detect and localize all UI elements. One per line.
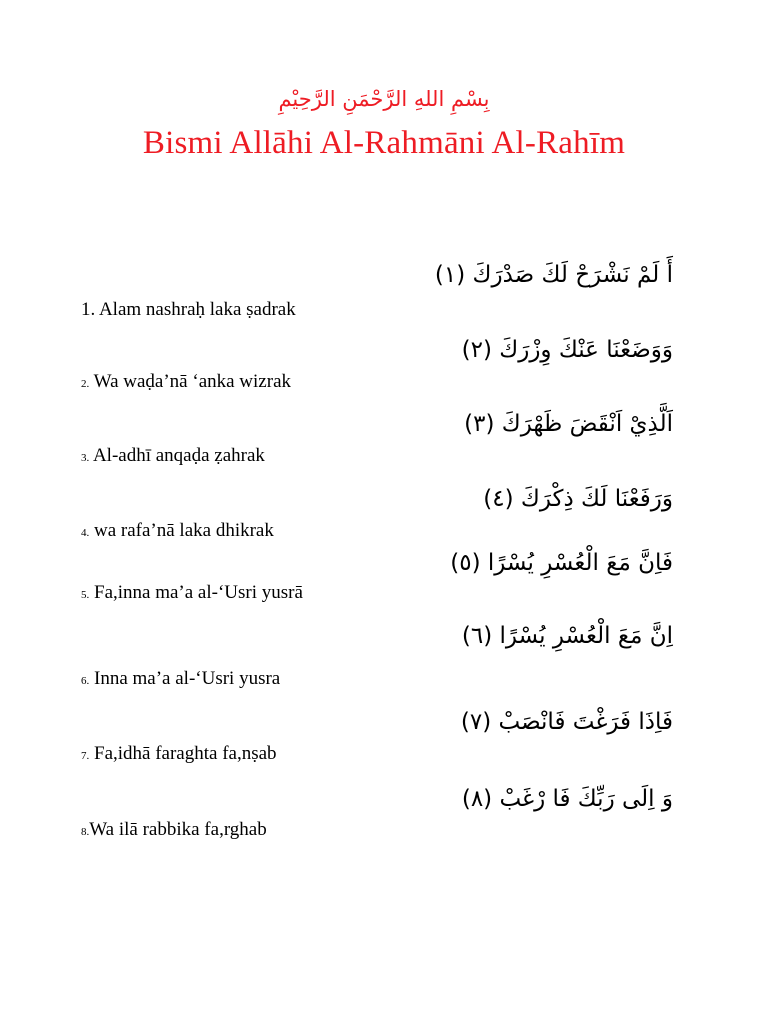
arabic-verse-8: وَ اِلَى رَبِّكَ فَا رْغَبْ (٨) [461, 786, 673, 812]
verse-number: 6. [81, 675, 90, 687]
transliteration-line-2 [81, 369, 291, 397]
arabic-verse-1: أَ لَمْ نَشْرَحْ لَكَ صَدْرَكَ (١) [434, 262, 673, 288]
transliteration-line-1 [81, 297, 296, 323]
arabic-verse-4: وَرَفَعْنَا لَكَ ذِكْرَكَ (٤) [483, 486, 673, 512]
bismillah-arabic: بِسْمِ اللهِ الرَّحْمَنِ الرَّحِيْمِ [278, 87, 490, 111]
verse-number: 3. [81, 452, 90, 464]
verse-number: 7. [81, 750, 90, 762]
transliteration-text: Inna ma’a al-‘Usri yusra [94, 668, 281, 689]
transliteration-line-3 [81, 443, 265, 471]
transliteration-text: Al-adhī anqaḍa ẓahrak [92, 445, 265, 466]
verse-number: 5. [81, 589, 90, 601]
verse-number: 1. [81, 299, 96, 320]
transliteration-line-7 [81, 741, 277, 769]
transliteration-text: wa rafa’nā laka dhikrak [94, 520, 274, 541]
transliteration-text: Fa,inna ma’a al-‘Usri yusrā [94, 582, 303, 603]
transliteration-text: Alam nashraḥ laka ṣadrak [98, 299, 296, 320]
arabic-verse-5: فَاِنَّ مَعَ الْعُسْرِ يُسْرًا (٥) [450, 550, 673, 576]
verse-number: 2. [81, 378, 90, 390]
verse-number: 4. [81, 527, 90, 539]
transliteration-text: Fa,idhā faraghta fa,nṣab [94, 743, 277, 764]
verse-number: 8. [81, 826, 90, 838]
transliteration-text: Wa waḍa’nā ‘anka wizrak [93, 371, 292, 392]
arabic-verse-6: اِنَّ مَعَ الْعُسْرِ يُسْرًا (٦) [461, 623, 673, 649]
transliteration-line-4 [81, 518, 274, 546]
arabic-verse-7: فَاِذَا فَرَغْتَ فَانْصَبْ (٧) [460, 709, 673, 735]
transliteration-line-5 [81, 580, 303, 608]
transliteration-text: Wa ilā rabbika fa,rghab [89, 819, 267, 840]
bismillah-transliteration: Bismi Allāhi Al-Rahmāni Al-Rahīm [142, 125, 626, 161]
transliteration-line-8 [81, 817, 267, 845]
arabic-verse-3: اَلَّذِيْ اَنْقَضَ ظَهْرَكَ (٣) [464, 411, 673, 437]
transliteration-line-6 [81, 666, 280, 694]
arabic-verse-2: وَوَضَعْنَا عَنْكَ وِزْرَكَ (٢) [461, 337, 673, 363]
